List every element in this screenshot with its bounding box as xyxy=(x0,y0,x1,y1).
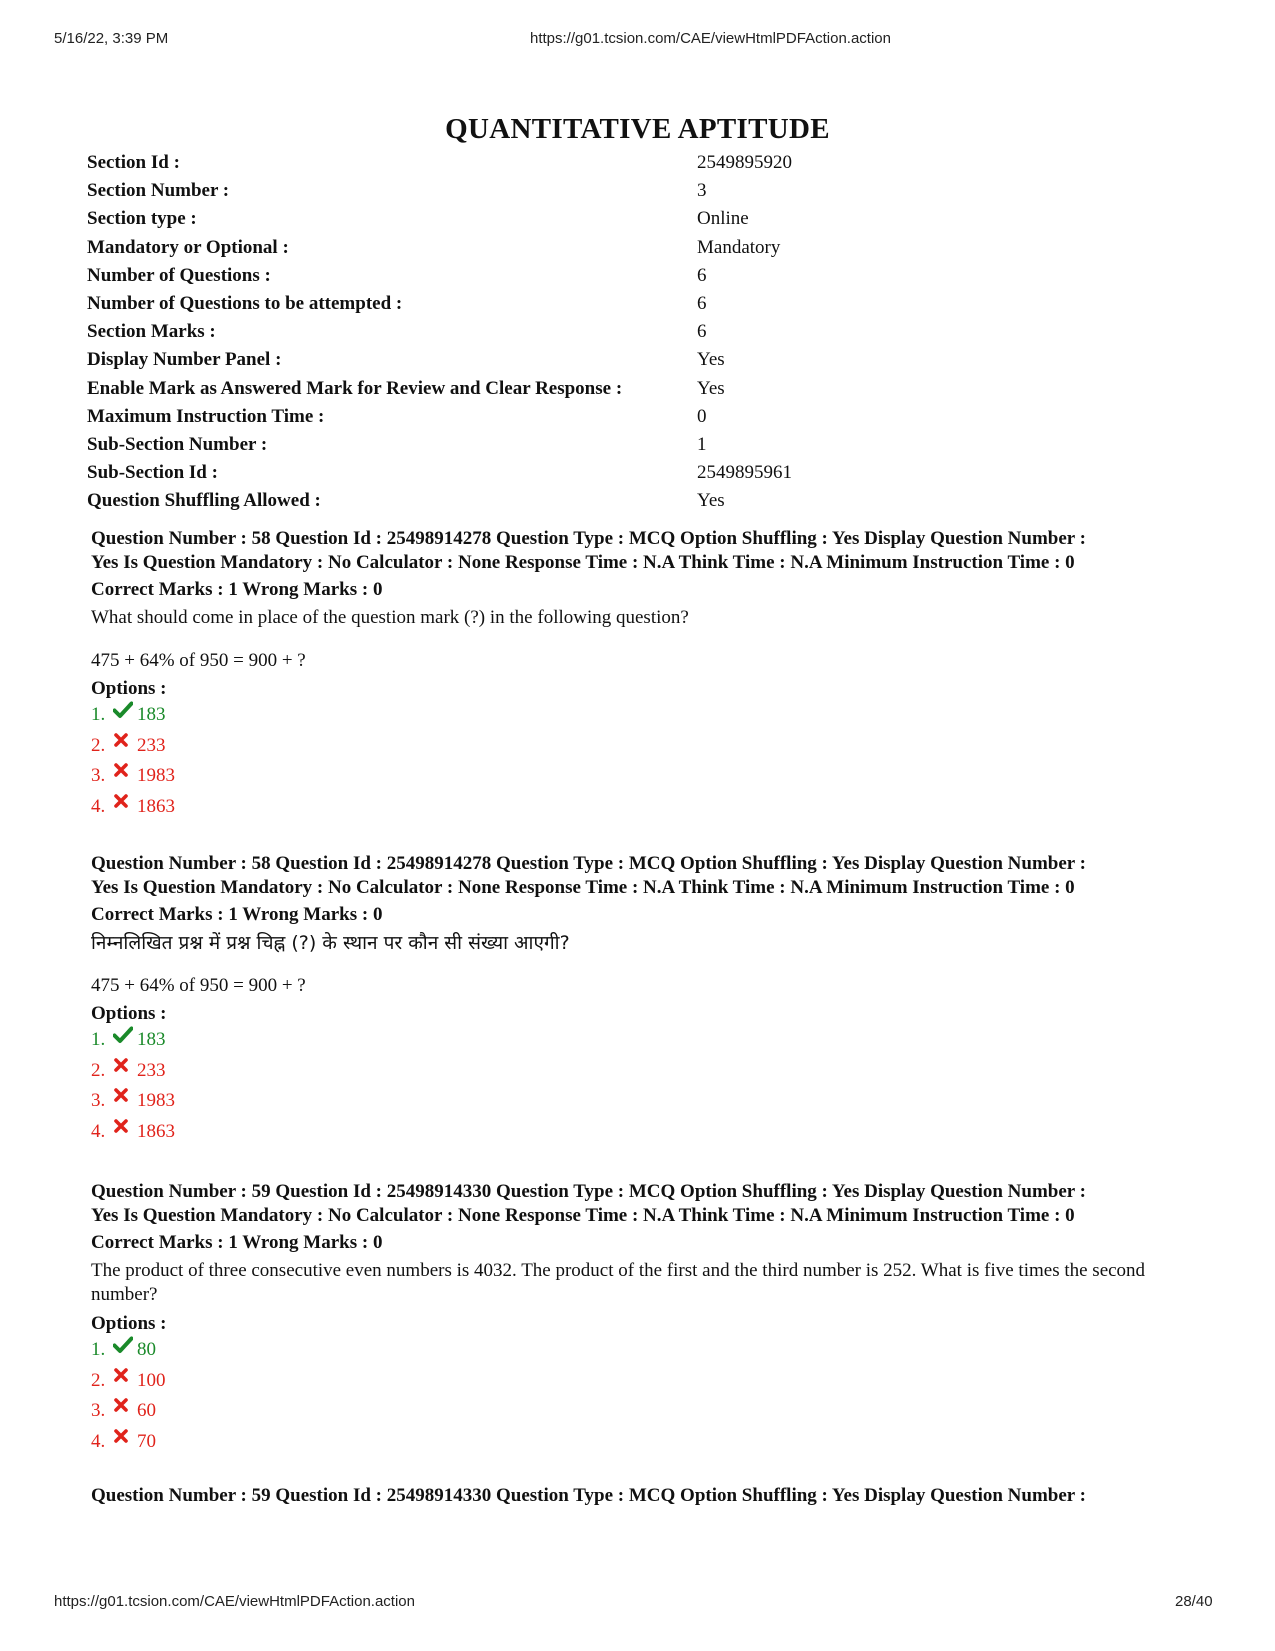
section-detail-row xyxy=(87,462,1187,490)
section-detail-value: Yes xyxy=(697,349,725,371)
cross-icon xyxy=(113,1367,137,1383)
section-detail-row xyxy=(87,321,1187,349)
option-item xyxy=(91,1121,1191,1152)
section-detail-value: 6 xyxy=(697,321,707,343)
options-list xyxy=(91,704,1191,827)
print-date: 5/16/22, 3:39 PM xyxy=(54,30,169,47)
section-detail-row xyxy=(87,349,1187,377)
question-meta: Question Number : 58 Question Id : 25498914278 Question Type : MCQ Option Shuffling : Yes Display Question Number : xyxy=(91,528,1086,549)
section-detail-value: 1 xyxy=(697,433,707,455)
section-detail-row xyxy=(87,406,1187,434)
check-icon xyxy=(113,1336,137,1354)
option-value: 1983 xyxy=(137,765,175,787)
section-detail-value: 2549895920 xyxy=(697,152,792,173)
cross-icon xyxy=(113,1087,137,1103)
cross-icon xyxy=(113,1428,137,1444)
option-number: 2. xyxy=(91,1369,106,1391)
page-number: 28/40 xyxy=(1175,1593,1213,1610)
option-number: 2. xyxy=(91,734,106,756)
option-number: 4. xyxy=(91,796,106,818)
section-detail-key: Section type : xyxy=(87,208,197,230)
section-detail-row xyxy=(87,152,1187,180)
option-value: 60 xyxy=(137,1400,156,1422)
option-value: 233 xyxy=(137,1059,166,1081)
question-marks: Correct Marks : 1 Wrong Marks : 0 xyxy=(91,579,383,600)
question-block xyxy=(91,527,1191,827)
option-number: 1. xyxy=(91,1339,106,1360)
section-detail-row xyxy=(87,378,1187,406)
section-detail-value: Yes xyxy=(697,377,725,399)
section-detail-value: Yes xyxy=(697,490,725,512)
cross-icon xyxy=(113,793,137,809)
option-number: 4. xyxy=(91,1431,106,1453)
question-block xyxy=(91,1484,1191,1508)
section-detail-key: Section Marks : xyxy=(87,321,216,343)
question-meta: Yes Is Question Mandatory : No Calculator : None Response Time : N.A Think Time : N.A Minimum Instruction Time : 0 xyxy=(91,877,1075,898)
option-value: 1863 xyxy=(137,796,175,818)
section-detail-key: Sub-Section Number : xyxy=(87,433,268,455)
option-value: 1983 xyxy=(137,1090,175,1112)
question-text: The product of three consecutive even numbers is 4032. The product of the first and the third number is 252. What is five times the second number? xyxy=(91,1260,1146,1305)
option-item xyxy=(91,1400,1191,1431)
section-detail-key: Section Number : xyxy=(87,180,230,202)
section-detail-key: Question Shuffling Allowed : xyxy=(87,490,321,512)
section-detail-value: Online xyxy=(697,208,749,230)
section-detail-value: 2549895961 xyxy=(697,462,792,484)
option-item xyxy=(91,765,1191,796)
check-icon xyxy=(113,701,137,719)
question-text: What should come in place of the question mark (?) in the following question? xyxy=(91,607,689,628)
section-detail-value: 3 xyxy=(697,180,707,202)
options-list xyxy=(91,1029,1191,1152)
section-detail-key: Mandatory or Optional : xyxy=(87,236,289,258)
print-header-url: https://g01.tcsion.com/CAE/viewHtmlPDFAction.action xyxy=(530,30,891,47)
section-detail-key: Display Number Panel : xyxy=(87,349,282,371)
option-number: 1. xyxy=(91,704,106,725)
options-list xyxy=(91,1339,1191,1462)
section-detail-row xyxy=(87,293,1187,321)
option-value: 70 xyxy=(137,1431,156,1453)
section-detail-key: Number of Questions to be attempted : xyxy=(87,292,403,314)
section-detail-value: 0 xyxy=(697,405,707,427)
question-block xyxy=(91,1180,1191,1462)
section-detail-value: Mandatory xyxy=(697,236,781,258)
option-value: 80 xyxy=(137,1339,156,1360)
option-number: 3. xyxy=(91,765,106,787)
section-detail-key: Number of Questions : xyxy=(87,264,271,286)
question-block xyxy=(91,852,1191,1152)
section-detail-value: 6 xyxy=(697,264,707,286)
option-item xyxy=(91,1029,1191,1060)
print-footer-url: https://g01.tcsion.com/CAE/viewHtmlPDFAction.action xyxy=(54,1593,415,1610)
option-item xyxy=(91,735,1191,766)
section-detail-row xyxy=(87,490,1187,518)
question-meta: Question Number : 59 Question Id : 25498914330 Question Type : MCQ Option Shuffling : Yes Display Question Number : xyxy=(91,1485,1086,1506)
section-detail-value: 6 xyxy=(697,292,707,314)
section-detail-row xyxy=(87,208,1187,236)
option-value: 233 xyxy=(137,734,166,756)
option-item xyxy=(91,704,1191,735)
question-meta: Yes Is Question Mandatory : No Calculator : None Response Time : N.A Think Time : N.A Minimum Instruction Time : 0 xyxy=(91,552,1075,573)
question-marks: Correct Marks : 1 Wrong Marks : 0 xyxy=(91,904,383,925)
option-number: 1. xyxy=(91,1029,106,1050)
section-detail-row xyxy=(87,237,1187,265)
option-item xyxy=(91,1370,1191,1401)
section-detail-key: Sub-Section Id : xyxy=(87,462,218,484)
cross-icon xyxy=(113,732,137,748)
option-value: 183 xyxy=(137,704,166,725)
cross-icon xyxy=(113,762,137,778)
question-meta: Question Number : 58 Question Id : 25498914278 Question Type : MCQ Option Shuffling : Yes Display Question Number : xyxy=(91,853,1086,874)
section-detail-row xyxy=(87,265,1187,293)
option-number: 4. xyxy=(91,1121,106,1143)
options-label: Options : xyxy=(91,678,167,699)
section-detail-row xyxy=(87,180,1187,208)
option-number: 2. xyxy=(91,1059,106,1081)
question-expression: 475 + 64% of 950 = 900 + ? xyxy=(91,650,306,671)
option-number: 3. xyxy=(91,1400,106,1422)
cross-icon xyxy=(113,1118,137,1134)
option-value: 100 xyxy=(137,1369,166,1391)
question-meta: Question Number : 59 Question Id : 25498914330 Question Type : MCQ Option Shuffling : Yes Display Question Number : xyxy=(91,1181,1086,1202)
question-text: निम्नलिखित प्रश्न में प्रश्न चिह्न (?) के स्थान पर कौन सी संख्या आएगी? xyxy=(91,932,570,954)
option-item xyxy=(91,1060,1191,1091)
option-item xyxy=(91,796,1191,827)
option-item xyxy=(91,1090,1191,1121)
section-detail-key: Maximum Instruction Time : xyxy=(87,405,325,427)
question-meta: Yes Is Question Mandatory : No Calculator : None Response Time : N.A Think Time : N.A Minimum Instruction Time : 0 xyxy=(91,1205,1075,1226)
check-icon xyxy=(113,1026,137,1044)
section-detail-key: Section Id : xyxy=(87,152,180,173)
cross-icon xyxy=(113,1397,137,1413)
option-item xyxy=(91,1339,1191,1370)
section-detail-key: Enable Mark as Answered Mark for Review and Clear Response : xyxy=(87,377,623,399)
options-label: Options : xyxy=(91,1003,167,1024)
question-marks: Correct Marks : 1 Wrong Marks : 0 xyxy=(91,1232,383,1253)
options-label: Options : xyxy=(91,1313,167,1334)
section-title: QUANTITATIVE APTITUDE xyxy=(445,113,830,145)
option-value: 183 xyxy=(137,1029,166,1050)
cross-icon xyxy=(113,1057,137,1073)
section-detail-row xyxy=(87,434,1187,462)
option-number: 3. xyxy=(91,1090,106,1112)
question-expression: 475 + 64% of 950 = 900 + ? xyxy=(91,975,306,996)
section-details-table xyxy=(87,152,1187,518)
option-value: 1863 xyxy=(137,1121,175,1143)
option-item xyxy=(91,1431,1191,1462)
